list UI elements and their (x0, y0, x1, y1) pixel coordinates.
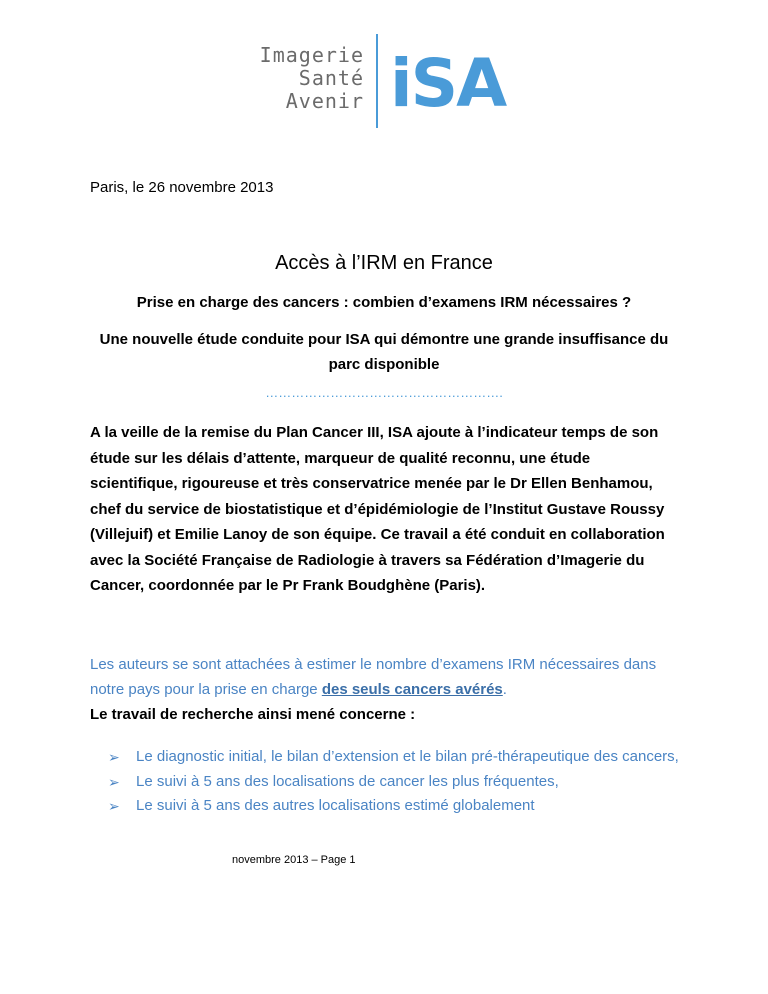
authors-paragraph (90, 652, 690, 702)
list-item (108, 794, 698, 819)
date-line: Paris, le 26 novembre 2013 (90, 179, 274, 196)
list-item-text: Le diagnostic initial, le bilan d’extension et le bilan pré-thérapeutique des cancers, (136, 748, 679, 765)
arrow-bullet-icon: ➢ (108, 749, 120, 765)
list-item (108, 745, 698, 770)
arrow-bullet-icon: ➢ (108, 773, 120, 790)
logo-word-imagerie: Imagerie (259, 43, 364, 67)
authors-text: Les auteurs se sont attachées à estimer le nombre d’examens IRM nécessaires dans notre pays pour la prise en charge (90, 656, 657, 698)
logo-divider (376, 34, 378, 128)
subtitle-study: Une nouvelle étude conduite pour ISA qui démontre une grande insuffisance du parc disponible (99, 331, 669, 373)
research-list (108, 745, 698, 819)
authors-emphasis: des seuls cancers avérés (321, 681, 503, 698)
logo-word-sante: Santé (298, 66, 364, 90)
list-item-text: Le suivi à 5 ans des autres localisations estimé globalement (136, 797, 535, 814)
list-item (108, 770, 698, 795)
intro-paragraph: A la veille de la remise du Plan Cancer III, ISA ajoute à l’indicateur temps de son étude sur les délais d’attente, marqueur de qualité reconnu, une étude scientifique, rigoureuse et très conservatrice menée par le Dr Ellen Benhamou, chef du service de biostatistique et d’épidémiologie de l’Institut Gustave Roussy (Villejuif) et Emilie Lanoy de son équipe. Ce travail a été conduit en collaboration avec la Société Française de Radiologie à travers sa Fédération d’Imagerie du Cancer, coordonnée par le Pr Frank Boudghène (Paris). (90, 424, 665, 594)
subtitle-cancer-exams: Prise en charge des cancers : combien d’examens IRM nécessaires ? (136, 294, 632, 311)
list-item-text: Le suivi à 5 ans des localisations de cancer les plus fréquentes, (136, 772, 559, 790)
authors-text-end: . (502, 681, 507, 698)
isa-mark-text: iSA (390, 45, 506, 122)
arrow-bullet-icon: ➢ (108, 798, 120, 814)
document-title: Accès à l’IRM en France (275, 252, 493, 274)
isa-logo (258, 34, 538, 130)
research-heading: Le travail de recherche ainsi mené concerne : (90, 706, 416, 723)
isa-logo-mark (390, 44, 530, 124)
dotted-separator: ………………………………………………. (265, 385, 503, 400)
page-footer: novembre 2013 – Page 1 (232, 854, 356, 866)
logo-wordmark (258, 44, 364, 113)
logo-word-avenir: Avenir (285, 89, 364, 113)
